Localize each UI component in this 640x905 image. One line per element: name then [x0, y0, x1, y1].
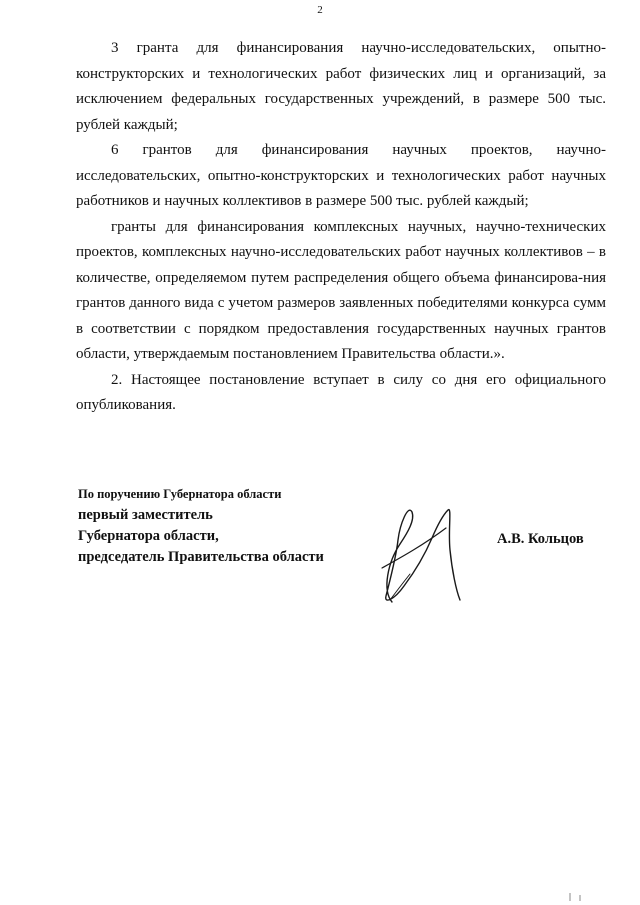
- signer-name: А.В. Кольцов: [497, 531, 584, 547]
- page-number: 2: [317, 4, 323, 16]
- paragraph-grants-researchers: 6 грантов для финансирования научных проектов, научно-исследовательских, опытно-конструкторских и технологических работ научных работников и научных коллективов в размере 500 тыс. рублей каждый;: [76, 142, 606, 209]
- paragraph-grants-complex-projects: гранты для финансирования комплексных научных, научно-технических проектов, комплексных научно-исследовательских работ научных коллективов – в количестве, определяемом путем распределения общего объема финансирова-ния грантов данного вида с учетом размеров заявленных победителями конкурса сумм в соответствии с порядком предоставления государственных научных грантов области, утверждаемым постановлением Правительства области.».: [76, 218, 606, 362]
- signatory-line-chairman: председатель Правительства области: [78, 549, 324, 565]
- signatory-title-block: [78, 484, 324, 568]
- document-body: [76, 36, 606, 419]
- signatory-line-on-behalf: По поручению Губернатора области: [78, 487, 282, 501]
- paragraph-grants-individuals: 3 гранта для финансирования научно-исследовательских, опытно-конструкторских и технологических работ физических лиц и организаций, за исключением федеральных государственных учреждений, в размере 500 тыс. рублей каждый;: [76, 40, 606, 133]
- signatory-line-governor: Губернатора области,: [78, 528, 219, 544]
- scan-corner-mark: [566, 893, 596, 903]
- signatory-line-position: первый заместитель: [78, 507, 213, 523]
- handwritten-signature: [360, 500, 480, 610]
- paragraph-effective-date: 2. Настоящее постановление вступает в силу со дня его официального опубликования.: [76, 371, 606, 413]
